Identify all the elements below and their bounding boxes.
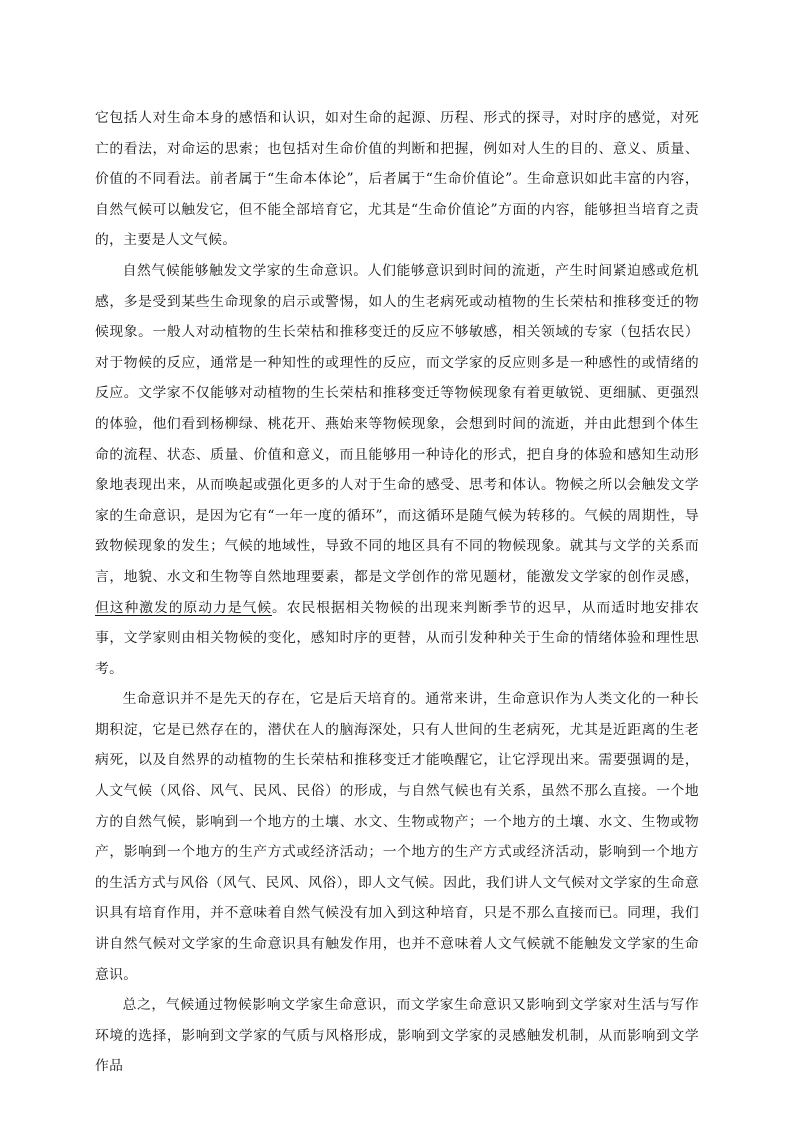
paragraph-4: [95, 990, 699, 1082]
paragraph-3-text: 生命意识并不是先天的存在，它是后天培育的。通常来讲，生命意识作为人类文化的一种长期积淀，它是已然存在的，潜伏在人的脑海深处，只有人世间的生老病死，尤其是近距离的生老病死，以及自然界的动植物的生长荣枯和推移变迁才能唤醒它，让它浮现出来。需要强调的是，人文气候（风俗、风气、民风、民俗）的形成，与自然气候也有关系，虽然不那么直接。一个地方的自然气候，影响到一个地方的土壤、水文、生物或物产；一个地方的土壤、水文、生物或物产，影响到一个地方的生产方式或经济活动；一个地方的生产方式或经济活动，影响到一个地方的生活方式与风俗（风气、民风、风俗），即人文气候。因此，我们讲人文气候对文学家的生命意识具有培育作用，并不意味着自然气候没有加入到这种培育，只是不那么直接而已。同理，我们讲自然气候对文学家的生命意识具有触发作用，也并不意味着人文气候就不能触发文学家的生命意识。: [95, 691, 699, 983]
paragraph-1: [95, 103, 699, 256]
paragraph-2-text-a: 自然气候能够触发文学家的生命意识。人们能够意识到时间的流逝，产生时间紧迫感或危机感，多是受到某些生命现象的启示或警惕，如人的生老病死或动植物的生长荣枯和推移变迁的物候现象。一般人对动植物的生长荣枯和推移变迁的反应不够敏感，相关领域的专家（包括农民）对于物候的反应，通常是一种知性的或理性的反应，而文学家的反应则多是一种感性的或情绪的反应。文学家不仅能够对动植物的生长荣枯和推移变迁等物候现象有着更敏锐、更细腻、更强烈的体验，他们看到杨柳绿、桃花开、燕始来等物候现象，会想到时间的流逝，并由此想到个体生命的流程、状态、质量、价值和意义，而且能够用一种诗化的形式，把自身的体验和感知生动形象地表现出来，从而唤起或强化更多的人对于生命的感受、思考和体认。物候之所以会触发文学家的生命意识，是因为它有“一年一度的循环”，而这循环是随气候为转移的。气候的周期性，导致物候现象的发生；气候的地域性，导致不同的地区具有不同的物候现象。就其与文学的关系而言，地貌、水文和生物等自然地理要素，都是文学创作的常见题材，能激发文学家的创作灵感，: [95, 262, 699, 585]
underlined-phrase: 但这种激发的原动力是气候: [95, 599, 272, 616]
paragraph-2: [95, 256, 699, 684]
paragraph-4-text: 总之，气候通过物候影响文学家生命意识，而文学家生命意识又影响到文学家对生活与写作环境的选择，影响到文学家的气质与风格形成，影响到文学家的灵感触发机制，从而影响到文学作品: [95, 997, 699, 1075]
document-page: [95, 103, 699, 1082]
paragraph-1-text: 它包括人对生命本身的感悟和认识，如对生命的起源、历程、形式的探寻，对时序的感觉，对死亡的看法，对命运的思索；也包括对生命价值的判断和把握，例如对人生的目的、意义、质量、价值的不同看法。前者属于“生命本体论”，后者属于“生命价值论”。生命意识如此丰富的内容，自然气候可以触发它，但不能全部培育它，尤其是“生命价值论”方面的内容，能够担当培育之责的，主要是人文气候。: [95, 110, 699, 249]
paragraph-3: [95, 684, 699, 990]
paragraph-2-text-b: 。农民根据相关物候的出现来判断季节的迟早，从而适时地安排农事，文学家则由相关物候的变化，感知时序的更替，从而引发种种关于生命的情绪体验和理性思考。: [95, 599, 699, 677]
